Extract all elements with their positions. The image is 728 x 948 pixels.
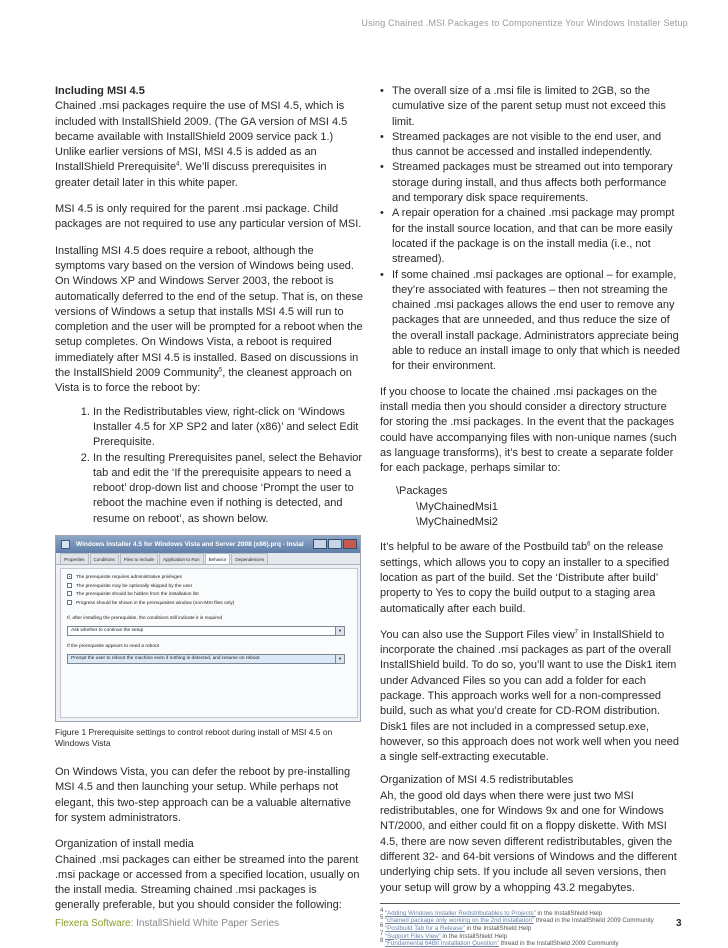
paragraph-reboot bbox=[55, 244, 363, 397]
checkbox-label: Progress should be shown in the prerequisites window (non-MSI files only) bbox=[76, 600, 235, 606]
checkbox-row bbox=[67, 583, 351, 592]
bullet-item bbox=[380, 84, 680, 130]
close-icon bbox=[343, 539, 357, 549]
screenshot-window-title: Windows Installer 4.5 for Windows Vista and Server 2008 (x86).prq - Instal bbox=[76, 541, 304, 549]
checkbox-row bbox=[67, 600, 351, 609]
footnote-number: 7 bbox=[380, 930, 384, 937]
tab-properties: Properties bbox=[60, 553, 89, 564]
footnote-text: thread in the InstallShield 2009 Community bbox=[498, 940, 619, 948]
bullet-dot-icon: • bbox=[380, 161, 384, 174]
footnote bbox=[380, 917, 680, 925]
footnote-link[interactable]: “Adding Windows Installer Redistributables to Projects” bbox=[385, 909, 536, 917]
list-item: 2. In the resulting Prerequisites panel, select the Behavior tab and edit the ‘If the prerequisite appears to need a reboot’ drop-down list and choose ‘Prompt the user to reboot the machine even if nothing is detected, and resume on reboot’, as shown below. bbox=[93, 451, 363, 527]
checkbox-label: The prerequisite requires administrative privileges bbox=[76, 575, 182, 581]
tab-files-to-include: Files to Include bbox=[120, 553, 158, 564]
page-footer bbox=[55, 918, 279, 929]
reboot-label: If the prerequisite appears to need a reboot bbox=[67, 643, 160, 649]
text-run: It’s helpful to be aware of the Postbuild tab bbox=[380, 541, 588, 554]
bullet-dot-icon: • bbox=[380, 85, 384, 97]
footnote-link[interactable]: “chained package only working on the 2nd installation” bbox=[385, 917, 535, 925]
bullet-dot-icon: • bbox=[380, 130, 384, 143]
bullet-dot-icon: • bbox=[380, 207, 384, 220]
footnote-link[interactable]: “Postbuild Tab for a Release” bbox=[385, 925, 465, 933]
bullet-item bbox=[380, 130, 680, 161]
footnote-link[interactable]: “Fundamental 64Bit Installation Question” bbox=[385, 940, 499, 948]
conditions-dropdown bbox=[67, 626, 345, 636]
tab-behavior: Behavior bbox=[205, 553, 231, 564]
reboot-steps-list bbox=[55, 405, 363, 527]
text-run: on the release settings, which allows you to copy an installer to a specified location as part of the build. Set the ‘Distribute after build’ property to Yes to copy the build output to a staging area automatically after each build. bbox=[380, 541, 670, 615]
footnote-ref-6[interactable]: 6 bbox=[587, 541, 591, 548]
folder-chained-msi-2: \MyChainedMsi2 bbox=[416, 516, 498, 529]
paragraph-streaming: Chained .msi packages can either be streamed into the parent .msi package or accessed from a specified location, usually on the install media. Streaming chained .msi packages is generally preferable, but you should consider the following: bbox=[55, 853, 360, 912]
bullet-item bbox=[380, 160, 680, 206]
footnote-text: thread in the InstallShield 2009 Community bbox=[534, 917, 654, 925]
footer-brand: Flexera Software: bbox=[55, 918, 134, 929]
text-run: . We’ll discuss prerequisites in greater detail later in this white paper. bbox=[55, 161, 327, 189]
right-column bbox=[380, 84, 680, 948]
prerequisite-editor-screenshot bbox=[55, 535, 361, 722]
footnote-ref-5[interactable]: 5 bbox=[218, 367, 223, 374]
running-header: Using Chained .MSI Packages to Componentize Your Windows Installer Setup bbox=[361, 18, 688, 28]
footnote-number: 5 bbox=[380, 915, 384, 922]
dropdown-value: Prompt the user to reboot the machine even if nothing is detected, and resume on reboot bbox=[71, 655, 260, 661]
bullet-text: The overall size of a .msi file is limited to 2GB, so the cumulative size of the parent setup must not exceed this limit. bbox=[392, 85, 666, 128]
footnote-link[interactable]: “Support Files View” bbox=[385, 932, 441, 940]
checkbox-label: The prerequisite should be hidden from the installation list bbox=[76, 592, 199, 598]
folder-packages: \Packages bbox=[396, 485, 448, 498]
bullet-text: A repair operation for a chained .msi package may prompt for the install source location, and that can be more easily located if the package is on the install media (i.e., not streamed). bbox=[392, 207, 675, 266]
footnote-number: 6 bbox=[380, 922, 384, 929]
checkbox-label: The prerequisite may be optionally skipped by the user bbox=[76, 583, 193, 589]
checkbox-row bbox=[67, 574, 351, 583]
heading-including-msi: Including MSI 4.5 bbox=[55, 85, 145, 97]
minimize-icon bbox=[313, 539, 327, 549]
bullet-text: If some chained .msi packages are optional – for example, they’re associated with features – then not streaming the chained .msi packages allows the end user to remove any packages that are unneeded, and thus reduce the size of the overall install package. Administrators appreciate being able to reduce an install image to only that which is needed for their environment. bbox=[392, 268, 681, 373]
footnotes bbox=[380, 907, 680, 948]
footnote-text: in the InstallShield Help bbox=[535, 909, 603, 917]
paragraph-postbuild bbox=[380, 540, 680, 616]
tab-conditions: Conditions bbox=[90, 553, 119, 564]
bullet-text: Streamed packages must be streamed out into temporary storage during install, and thus affects both performance and temporary disk space requirements. bbox=[392, 161, 673, 205]
streaming-considerations-list bbox=[380, 84, 680, 375]
paragraph-vista-defer: On Windows Vista, you can defer the reboot by pre-installing MSI 4.5 and then launching your setup. While perhaps not elegant, this two-step approach can be a valuable alternative for system administrators. bbox=[55, 766, 351, 824]
window-app-icon bbox=[61, 540, 70, 549]
footnote-ref-4[interactable]: 4 bbox=[176, 161, 180, 168]
text-run: Installing MSI 4.5 does require a reboot, although the symptoms vary based on the version of Windows being used. On Windows XP and Windows Server 2003, the reboot is automatically deferred to the end of the setup. That is, on these versions of Windows a setup that installs MSI 4.5 will run to completion and the user will be prompted for a reboot when the setup completes. On Windows Vista, a reboot is required immediately after MSI 4.5 is installed. Based on discussions in the InstallShield 2009 Community bbox=[55, 244, 363, 380]
footnote-number: 8 bbox=[380, 938, 384, 945]
text-run: Chained .msi packages require the use of MSI 4.5, which is included with InstallShield 2009. (The GA version of MSI 4.5 became available with InstallShield 2009 service pack 1.) Unlike earlier versions of MSI, MSI 4.5 is added as an InstallShield Prerequisite bbox=[55, 100, 348, 174]
footnote-number: 4 bbox=[380, 907, 384, 914]
paragraph-msi-requirement bbox=[55, 99, 363, 191]
checkbox-icon bbox=[67, 583, 72, 588]
footnote bbox=[380, 922, 680, 933]
footnote-divider bbox=[380, 903, 680, 904]
checkbox-icon bbox=[67, 600, 72, 605]
chevron-down-icon: ▼ bbox=[335, 627, 344, 635]
footer-series: InstallShield White Paper Series bbox=[133, 918, 279, 929]
paragraph-redistributables: Ah, the good old days when there were just two MSI redistributables, one for Windows 9x and one for Windows NT/2000, and either could fit on a floppy diskette. With MSI 4.5, there are now seven different redistributables, given the different 32- and 64-bit versions of Windows and the different underlying chip sets. If you include all seven versions, then your setup will grow by a whopping 43.2 megabytes. bbox=[380, 789, 677, 894]
screenshot-titlebar bbox=[56, 536, 360, 553]
window-controls bbox=[312, 539, 357, 556]
checkbox-icon bbox=[67, 591, 72, 596]
checkbox-checked-icon bbox=[67, 574, 72, 579]
behavior-panel bbox=[60, 568, 358, 718]
text-run: , the cleanest approach on Vista is to force the reboot by: bbox=[55, 367, 352, 395]
footnote-text: in the InstallShield Help bbox=[440, 932, 508, 940]
bullet-dot-icon: • bbox=[380, 268, 384, 281]
paragraph-parent-only: MSI 4.5 is only required for the parent .msi package. Child packages are not required to use any particular version of MSI. bbox=[55, 203, 362, 231]
bullet-item bbox=[380, 268, 680, 375]
heading-organization-install-media: Organization of install media bbox=[55, 838, 194, 851]
bullet-item bbox=[380, 206, 680, 267]
conditions-label: If, after installing the prerequisite, the conditions still indicate it is required bbox=[67, 616, 223, 622]
reboot-dropdown bbox=[67, 654, 345, 664]
text-run: You can also use the Support Files view bbox=[380, 628, 575, 641]
page-number: 3 bbox=[676, 918, 682, 929]
figure-caption: Figure 1 Prerequisite settings to control reboot during install of MSI 4.5 on Windows Vista bbox=[55, 727, 333, 749]
footnote bbox=[380, 940, 680, 948]
text-run: in InstallShield to incorporate the chained .msi packages as part of the overall InstallShield build. To do so, you’ll want to use the Disk1 item under Advanced Files so you can add a folder for each package. This approach works well for a non-compressed build, such as what you’d create for CD-ROM distribution. Disk1 files are not included in a compressed setup.exe, however, so this approach does not work well when you need a single self-extracting executable. bbox=[380, 628, 680, 764]
tab-dependencies: Dependencies bbox=[231, 553, 268, 564]
chevron-down-icon: ▼ bbox=[335, 655, 344, 663]
dropdown-value: Ask whether to continue the setup bbox=[71, 627, 144, 633]
folder-chained-msi-1: \MyChainedMsi1 bbox=[416, 500, 498, 513]
maximize-icon bbox=[328, 539, 342, 549]
left-column bbox=[55, 84, 363, 925]
bullet-text: Streamed packages are not visible to the end user, and thus cannot be accessed and installed independently. bbox=[392, 130, 662, 159]
folder-structure bbox=[396, 484, 680, 530]
paragraph-support-files bbox=[380, 628, 680, 766]
checkbox-row bbox=[67, 591, 351, 600]
heading-organization-redistributables: Organization of MSI 4.5 redistributables bbox=[380, 774, 574, 787]
footnote-text: in the InstallShield Help bbox=[464, 925, 532, 933]
paragraph-directory-structure: If you choose to locate the chained .msi packages on the install media then you should consider a directory structure for storing the .msi packages. In the event that the packages could have accompanying files with non-unique names (such as language transforms), it’s best to create a separate folder for each package, perhaps similar to: bbox=[380, 385, 677, 475]
footnote-ref-7[interactable]: 7 bbox=[574, 629, 578, 636]
list-item: 1. In the Redistributables view, right-click on ‘Windows Installer 4.5 for XP SP2 and later (x86)’ and select Edit Prerequisite. bbox=[93, 405, 363, 451]
tab-application-to-run: Application to Run bbox=[159, 553, 204, 564]
